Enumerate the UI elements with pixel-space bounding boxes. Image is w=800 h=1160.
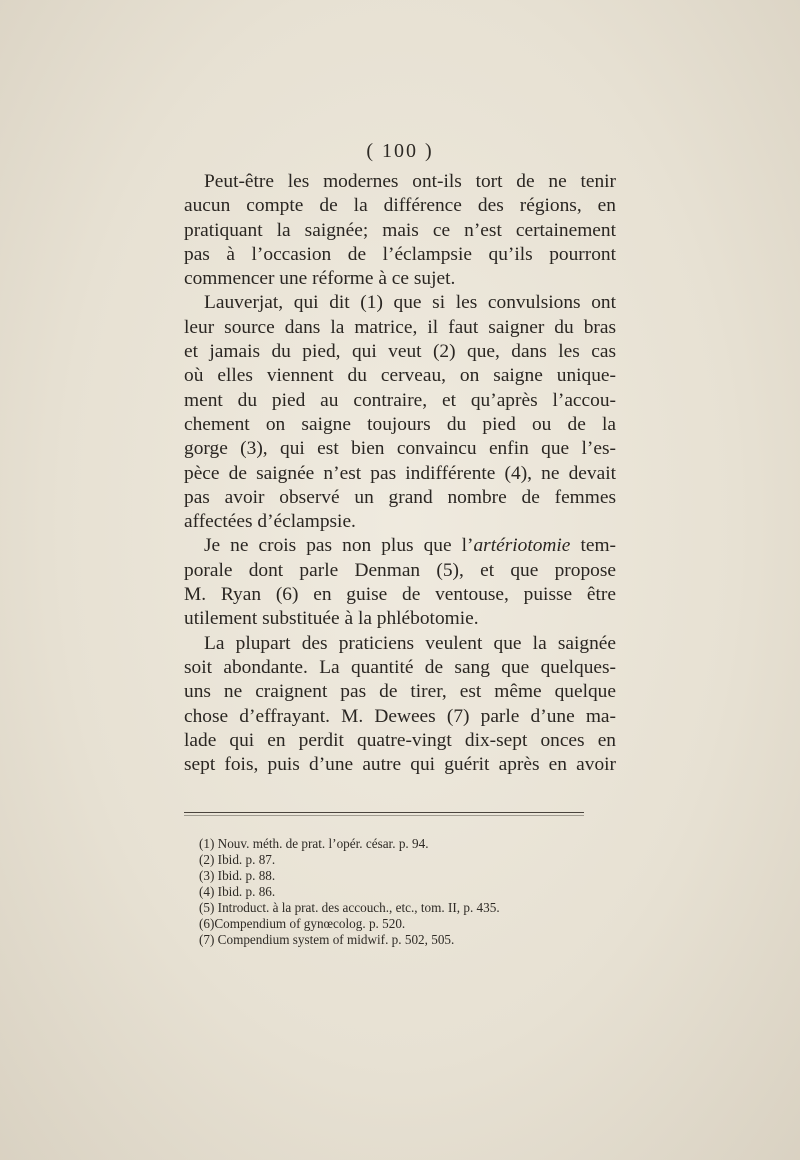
text-line: M. Ryan (6) en guise de ventouse, puisse être <box>184 584 616 606</box>
text-line: leur source dans la matrice, il faut saigner du bras <box>184 316 616 338</box>
footnote-divider <box>184 812 584 814</box>
footnote: (3) Ibid. p. 88. <box>199 868 276 883</box>
paragraph-3 <box>184 534 616 631</box>
footnote: (5) Introduct. à la prat. des accouch., etc., tom. II, p. 435. <box>199 900 500 915</box>
paragraph-2 <box>184 291 616 534</box>
text-line: Je ne crois pas non plus que l’artériotomie tem- <box>204 535 616 557</box>
footnote-divider-secondary <box>184 815 584 816</box>
text-line: affectées d’éclampsie. <box>184 511 356 533</box>
footnote: (1) Nouv. méth. de prat. l’opér. césar. p. 94. <box>199 836 429 851</box>
text-line: chement on saigne toujours du pied ou de la <box>184 413 616 435</box>
paragraph-1 <box>184 170 616 291</box>
text-line: porale dont parle Denman (5), et que propose <box>184 559 616 581</box>
text-line: aucun compte de la différence des régions, en <box>184 195 616 217</box>
text-line: pratiquant la saignée; mais ce n’est certainement <box>184 219 616 241</box>
footnote: (2) Ibid. p. 87. <box>199 852 276 867</box>
text-line: La plupart des praticiens veulent que la saignée <box>204 632 616 654</box>
text-line: ment du pied au contraire, et qu’après l’accou- <box>184 389 616 411</box>
italic-term: artériotomie <box>473 535 571 557</box>
text-line: pas avoir observé un grand nombre de femmes <box>184 486 616 508</box>
footnote: (4) Ibid. p. 86. <box>199 884 276 899</box>
text-line: soit abondante. La quantité de sang que quelques- <box>184 656 616 678</box>
text-line: Peut-être les modernes ont-ils tort de ne tenir <box>204 171 616 192</box>
text-line: lade qui en perdit quatre-vingt dix-sept onces en <box>184 729 616 751</box>
text-line: Lauverjat, qui dit (1) que si les convulsions ont <box>204 292 616 314</box>
text-line: pas à l’occasion de l’éclampsie qu’ils pourront <box>184 243 616 265</box>
body-text <box>184 170 616 777</box>
text-line: où elles viennent du cerveau, on saigne unique- <box>184 365 616 387</box>
footnote: (6)Compendium of gynœcolog. p. 520. <box>199 916 406 931</box>
footnotes <box>199 836 619 948</box>
footnote: (7) Compendium system of midwif. p. 502, 505. <box>199 932 455 947</box>
text-line: pèce de saignée n’est pas indifférente (4), ne devait <box>184 462 616 484</box>
text-line: et jamais du pied, qui veut (2) que, dans les cas <box>184 341 616 363</box>
text-line: gorge (3), qui est bien convaincu enfin que l’es- <box>184 438 616 460</box>
paragraph-4 <box>184 632 616 778</box>
text-line: uns ne craignent pas de tirer, est même quelque <box>184 681 616 703</box>
text-line: utilement substituée à la phlébotomie. <box>184 608 479 630</box>
text-line: sept fois, puis d’une autre qui guérit après en avoir <box>184 754 616 776</box>
text-line: chose d’effrayant. M. Dewees (7) parle d’une ma- <box>184 705 616 727</box>
text-line: commencer une réforme à ce sujet. <box>184 268 456 290</box>
page-number: ( 100 ) <box>366 140 434 162</box>
